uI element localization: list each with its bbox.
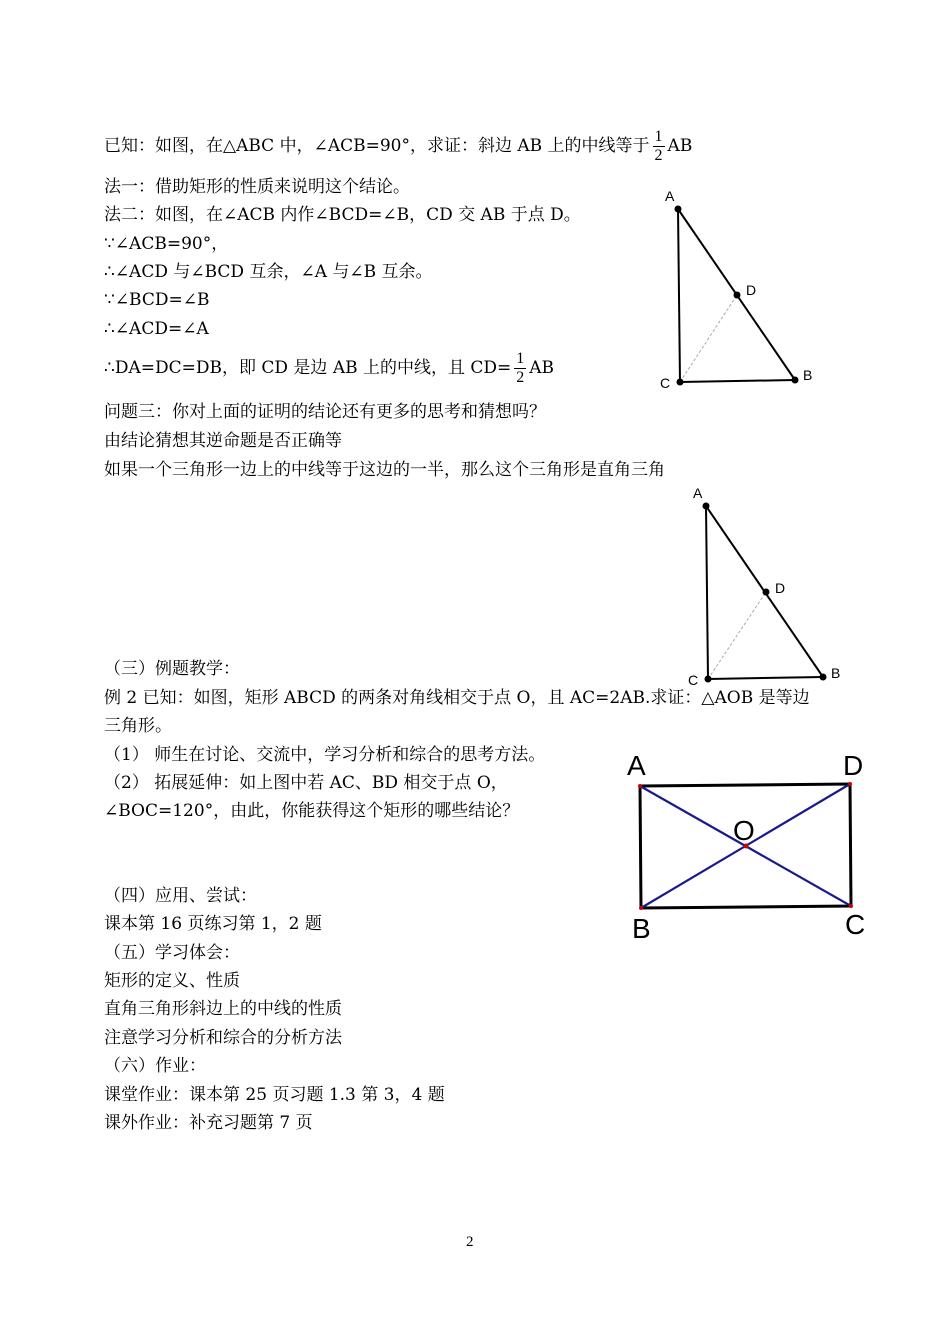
conclusion-text-end: AB: [529, 358, 555, 378]
fraction-denominator: 2: [516, 369, 525, 386]
section-three-heading: （三）例题教学：: [104, 659, 240, 679]
homework-class: 课堂作业：课本第 25 页习题 1.3 第 3，4 题: [104, 1085, 445, 1105]
point-a: [638, 784, 642, 788]
converse-statement: 如果一个三角形一边上的中线等于这边的一半，那么这个三角形是直角三角: [104, 460, 665, 480]
section-five-heading: （五）学习体会：: [104, 943, 240, 963]
proof-step-2: ∴∠ACD 与∠BCD 互余，∠A 与∠B 互余。: [104, 262, 433, 282]
example-two-cont: 三角形。: [104, 716, 172, 736]
point-b: [639, 906, 643, 910]
label-a: A: [665, 188, 675, 204]
question-three: 问题三：你对上面的证明的结论还有更多的思考和猜想吗？: [104, 402, 546, 422]
fraction-numerator: 1: [516, 350, 525, 367]
proof-step-1: ∵∠ACB=90°，: [104, 234, 229, 254]
label-a: A: [693, 485, 703, 501]
point-d: [848, 782, 852, 786]
page-number: 2: [466, 1234, 474, 1250]
conclusion-text: ∴DA=DC=DB，即 CD 是边 AB 上的中线，且 CD=: [104, 358, 512, 378]
label-c: C: [660, 375, 671, 391]
method-two: 法二：如图，在∠ACB 内作∠BCD=∠B，CD 交 AB 于点 D。: [104, 205, 581, 225]
given-text: 已知：如图，在△ABC 中，∠ACB=90°，求证：斜边 AB 上的中线等于: [104, 136, 650, 156]
reflection-1: 矩形的定义、性质: [104, 971, 240, 991]
converse-guess: 由结论猜想其逆命题是否正确等: [104, 431, 342, 451]
fraction-denominator: 2: [654, 147, 663, 164]
label-c: C: [845, 909, 866, 940]
label-b: B: [632, 913, 651, 944]
label-d: D: [775, 580, 786, 596]
item-one: （1） 师生在讨论、交流中，学习分析和综合的思考方法。: [104, 745, 546, 765]
reflection-3: 注意学习分析和综合的分析方法: [104, 1028, 342, 1048]
method-one: 法一：借助矩形的性质来说明这个结论。: [104, 177, 410, 197]
item-two-cont: ∠BOC=120°，由此，你能获得这个矩形的哪些结论？: [104, 801, 520, 821]
item-two: （2） 拓展延伸：如上图中若 AC、BD 相交于点 O，: [104, 773, 508, 793]
fraction-numerator: 1: [654, 128, 663, 145]
label-b: B: [831, 665, 841, 681]
reflection-2: 直角三角形斜边上的中线的性质: [104, 999, 342, 1019]
label-a: A: [627, 750, 646, 781]
textbook-exercise: 课本第 16 页练习第 1，2 题: [104, 914, 322, 934]
proof-step-4: ∴∠ACD=∠A: [104, 319, 209, 339]
homework-extra: 课外作业：补充习题第 7 页: [104, 1113, 313, 1133]
example-two: 例 2 已知：如图，矩形 ABCD 的两条对角线相交于点 O，且 AC=2AB.求证：△AOB 是等边: [104, 688, 810, 708]
given-text-end: AB: [667, 136, 693, 156]
label-b: B: [803, 367, 813, 383]
point-c: [849, 904, 853, 908]
section-four-heading: （四）应用、尝试：: [104, 886, 257, 906]
label-c: C: [688, 672, 699, 688]
label-d: D: [843, 750, 864, 781]
label-o: O: [733, 815, 755, 846]
label-d: D: [746, 282, 757, 298]
proof-step-3: ∵∠BCD=∠B: [104, 290, 210, 310]
section-six-heading: （六）作业：: [104, 1056, 206, 1076]
